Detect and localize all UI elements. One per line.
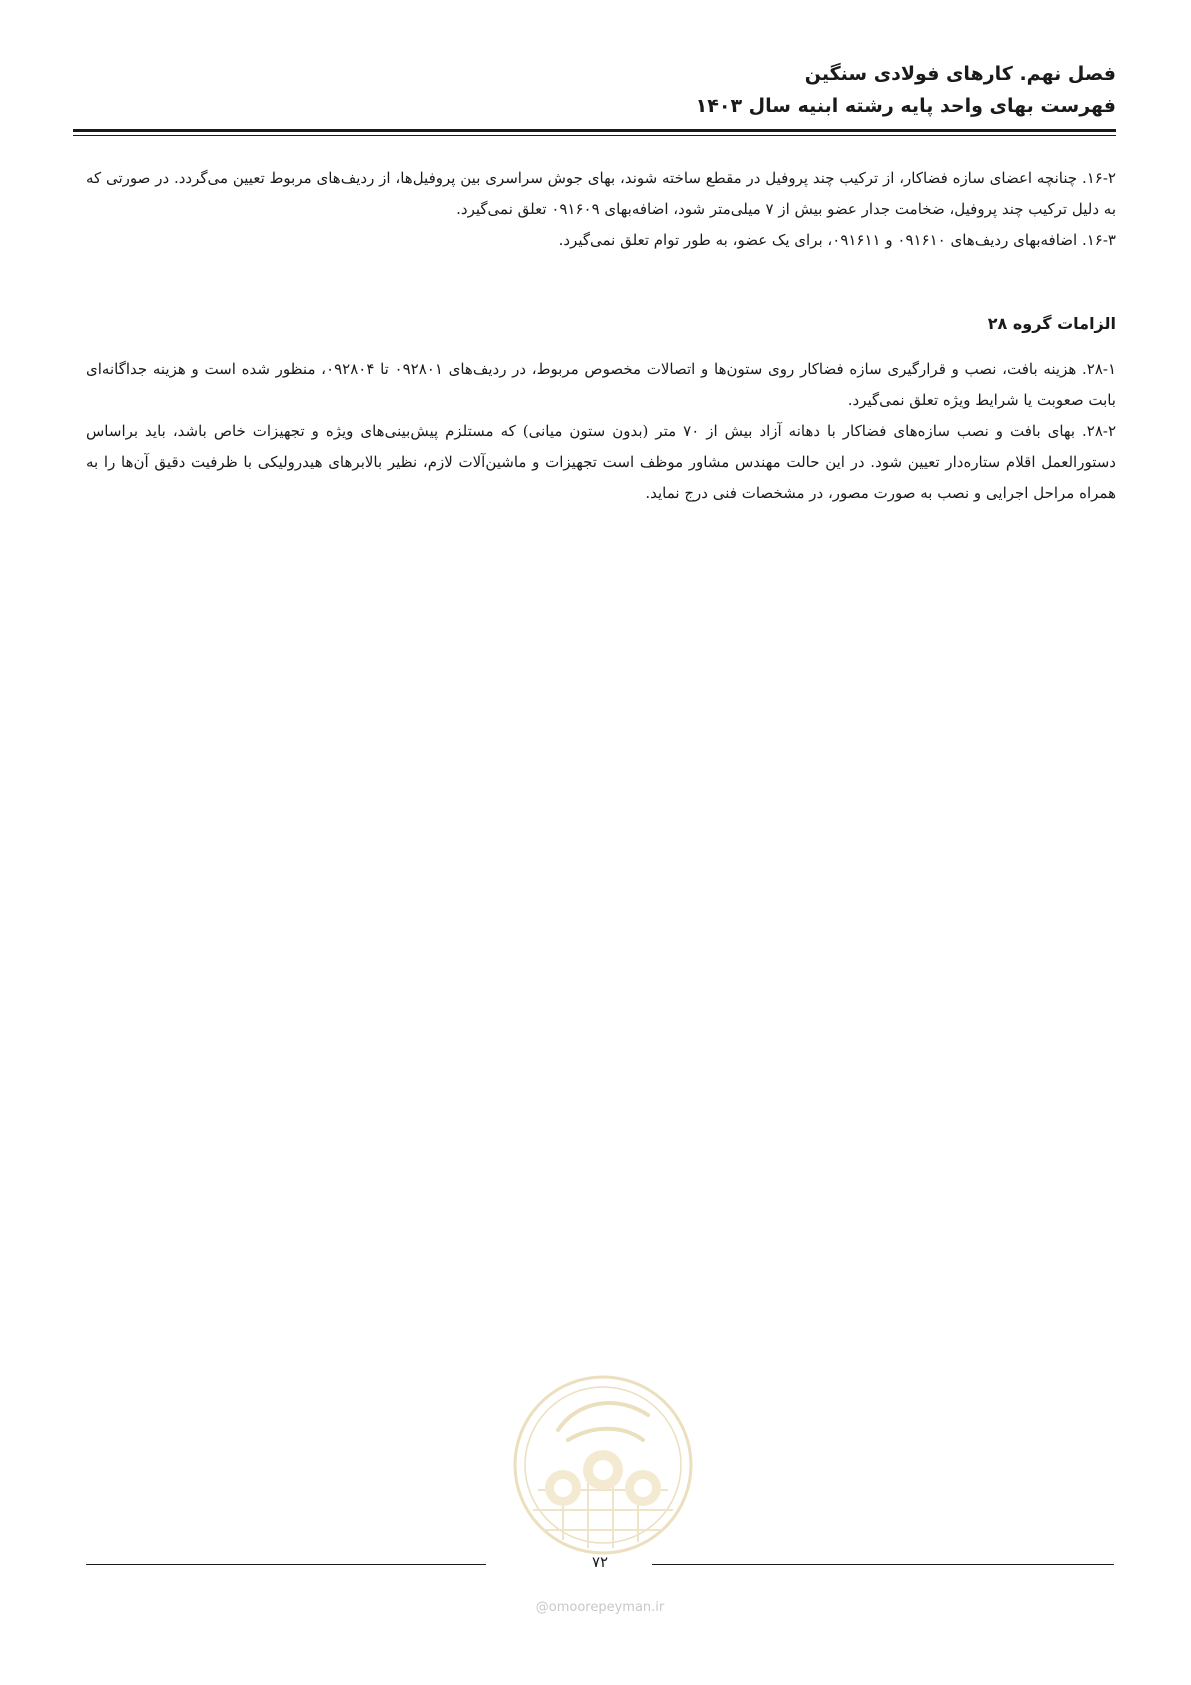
omoorepeyman-logo-icon bbox=[508, 1370, 698, 1560]
paragraph-28-2: ۲۸-۲. بهای بافت و نصب سازه‌های فضاکار با دهانه آزاد بیش از ۷۰ متر (بدون ستون میانی) که مستلزم پیش‌بینی‌های ویژه و تجهیزات خاص باشد، باید براساس دستورالعمل اقلام ستاره‌دار تعیین شود. در این حالت مهندس مشاور موظف است تجهیزات و ماشین‌آلات لازم، نظیر بالابرهای هیدرولیکی با ظرفیت دقیق آن‌ها را به همراه مراحل اجرایی و نصب به صورت مصور، در مشخصات فنی درج نماید. bbox=[86, 422, 1117, 502]
footer-rule-right bbox=[652, 1564, 1114, 1565]
paragraph-16-2: ۱۶-۲. چنانچه اعضای سازه فضاکار، از ترکیب چند پروفیل در مقطع ساخته شوند، بهای جوش سراسری بین پروفیل‌ها، از ردیف‌های مربوط تعیین می‌گردد. در صورتی که به دلیل ترکیب چند پروفیل، ضخامت جدار عضو بیش از ۷ میلی‌متر شود، اضافه‌بهای ۰۹۱۶۰۹ تعلق نمی‌گیرد. bbox=[86, 169, 1116, 218]
chapter-title: فصل نهم. کارهای فولادی سنگین bbox=[804, 63, 1116, 85]
header-rule-thin bbox=[73, 135, 1116, 136]
section-28-body bbox=[86, 354, 1116, 509]
paragraph-16-3: ۱۶-۳. اضافه‌بهای ردیف‌های ۰۹۱۶۱۰ و ۰۹۱۶۱۱، برای یک عضو، به طور توام تعلق نمی‌گیرد. bbox=[558, 231, 1116, 249]
header-rule-thick bbox=[73, 129, 1116, 132]
section-16-body bbox=[86, 163, 1116, 256]
price-list-title: فهرست بهای واحد پایه رشته ابنیه سال ۱۴۰۳ bbox=[695, 95, 1116, 117]
page-header bbox=[696, 58, 1116, 122]
section-28-title: الزامات گروه ۲۸ bbox=[987, 314, 1116, 333]
page-number: ۷۲ bbox=[591, 1553, 609, 1571]
paragraph-28-1: ۲۸-۱. هزینه بافت، نصب و قرارگیری سازه فضاکار روی ستون‌ها و اتصالات مخصوص مربوط، در ردیف‌های ۰۹۲۸۰۱ تا ۰۹۲۸۰۴، منظور شده است و هزینه جداگانه‌ای بابت صعوبت یا شرایط ویژه تعلق نمی‌گیرد. bbox=[86, 360, 1117, 409]
footer-rule-left bbox=[86, 1564, 486, 1565]
website-watermark: @omoorepeyman.ir bbox=[535, 1600, 665, 1615]
